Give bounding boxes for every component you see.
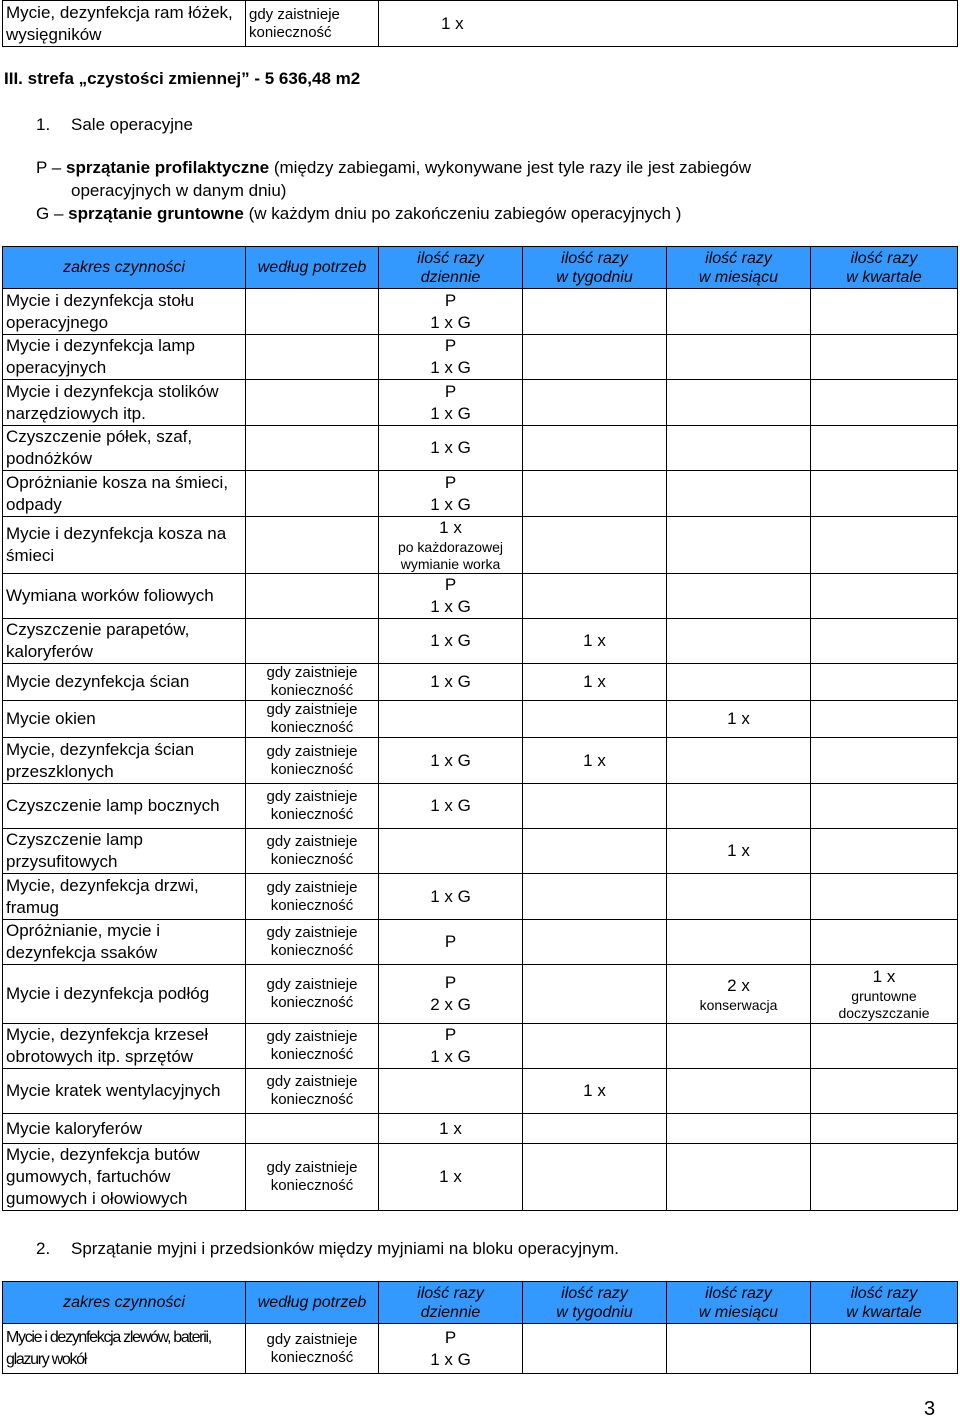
daily-cell — [379, 289, 523, 335]
task-cell: Mycie i dezynfekcja stolików narzędziowych itp. — [3, 380, 246, 426]
task-cell: Czyszczenie parapetów, kaloryferów — [3, 619, 246, 664]
task-cell: Mycie, dezynfekcja drzwi, framug — [3, 874, 246, 920]
table1-body — [3, 289, 958, 1211]
quarterly-value: 1 x — [872, 967, 896, 986]
task-cell: Mycie dezynfekcja ścian — [3, 664, 246, 701]
header-quarterly: ilość razy w kwartale — [811, 1282, 958, 1324]
task-cell: Mycie kratek wentylacyjnych — [3, 1069, 246, 1114]
daily-cell — [379, 738, 523, 784]
task-cell: Opróżnianie, mycie i dezynfekcja ssaków — [3, 920, 246, 965]
weekly-cell — [523, 1324, 667, 1374]
legend-p-letter: P — [36, 158, 48, 177]
daily-value: 1 x G — [430, 631, 471, 650]
task-cell: Mycie, dezynfekcja ścian przeszklonych — [3, 738, 246, 784]
section2-number: 2. — [36, 1239, 51, 1258]
task-cell: Czyszczenie lamp bocznych — [3, 784, 246, 829]
need-cell — [246, 380, 379, 426]
table-row — [3, 1069, 958, 1114]
daily-cell — [379, 1069, 523, 1114]
monthly-cell — [667, 335, 811, 380]
header-monthly: ilość razy w miesiącu — [667, 247, 811, 289]
daily-value: P 1 x G — [430, 1327, 471, 1369]
zone-title: III. strefa „czystości zmiennej” - 5 636,48 m2 — [4, 69, 361, 88]
table-row — [3, 471, 958, 517]
table-row — [3, 738, 958, 784]
quarterly-cell — [811, 701, 958, 738]
task-cell: Mycie i dezynfekcja stołu operacyjnego — [3, 289, 246, 335]
task-cell: Mycie, dezynfekcja butów gumowych, fartuchów gumowych i ołowiowych — [3, 1144, 246, 1211]
quarterly-cell — [811, 471, 958, 517]
table-row — [3, 664, 958, 701]
legend-p-bold: sprzątanie profilaktyczne — [65, 158, 270, 177]
monthly-cell — [667, 874, 811, 920]
quarterly-cell — [811, 380, 958, 426]
daily-cell — [379, 965, 523, 1024]
monthly-cell — [667, 1324, 811, 1374]
daily-cell — [379, 471, 523, 517]
table-row — [3, 920, 958, 965]
monthly-cell — [667, 380, 811, 426]
weekly-cell — [523, 380, 667, 426]
header-monthly: ilość razy w miesiącu — [667, 1282, 811, 1324]
need-cell — [246, 1114, 379, 1144]
quarterly-cell — [811, 426, 958, 471]
task-cell: Mycie i dezynfekcja podłóg — [3, 965, 246, 1024]
quarterly-cell — [811, 335, 958, 380]
monthly-cell — [667, 1114, 811, 1144]
task-cell: Czyszczenie lamp przysufitowych — [3, 829, 246, 874]
table-row — [3, 784, 958, 829]
need-cell — [246, 426, 379, 471]
need-cell: gdy zaistnieje konieczność — [246, 701, 379, 738]
weekly-cell — [523, 874, 667, 920]
quarterly-cell — [811, 874, 958, 920]
table2-body — [3, 1324, 958, 1374]
legend-g — [36, 203, 936, 225]
task-cell: Czyszczenie półek, szaf, podnóżków — [3, 426, 246, 471]
monthly-cell — [667, 829, 811, 874]
daily-value: P 1 x G — [430, 381, 471, 423]
need-cell: gdy zaistnieje konieczność — [246, 1324, 379, 1374]
operating-rooms-table — [2, 246, 958, 1211]
header-daily: ilość razy dziennie — [379, 1282, 523, 1324]
header-need: według potrzeb — [246, 247, 379, 289]
daily-cell — [379, 619, 523, 664]
weekly-cell — [523, 471, 667, 517]
daily-cell — [379, 784, 523, 829]
daily-cell: 1 x — [379, 1, 958, 47]
table-header — [3, 1282, 958, 1324]
quarterly-cell — [811, 829, 958, 874]
table-row — [3, 874, 958, 920]
monthly-cell — [667, 426, 811, 471]
monthly-value: 2 x — [727, 975, 750, 995]
monthly-note: konserwacja — [699, 996, 778, 1013]
need-cell — [246, 289, 379, 335]
header-quarterly: ilość razy w kwartale — [811, 247, 958, 289]
table-row — [3, 380, 958, 426]
task-cell: Wymiana worków foliowych — [3, 574, 246, 619]
need-cell: gdy zaistnieje konieczność — [246, 1, 379, 47]
task-cell: Mycie okien — [3, 701, 246, 738]
monthly-cell — [667, 574, 811, 619]
weekly-cell — [523, 701, 667, 738]
table-row — [3, 426, 958, 471]
weekly-cell — [523, 1144, 667, 1211]
header-need: według potrzeb — [246, 1282, 379, 1324]
daily-cell — [379, 1324, 523, 1374]
legend-p-line2: operacyjnych w danym dniu) — [71, 181, 287, 200]
need-cell — [246, 471, 379, 517]
monthly-cell — [667, 738, 811, 784]
weekly-cell — [523, 829, 667, 874]
legend-g-dash: – — [53, 204, 64, 223]
daily-value: 1 x — [439, 1118, 462, 1138]
scrub-room-table — [2, 1281, 958, 1374]
table-row — [3, 335, 958, 380]
quarterly-cell — [811, 664, 958, 701]
monthly-cell — [667, 1024, 811, 1069]
monthly-cell — [667, 471, 811, 517]
table-row — [3, 517, 958, 574]
header-weekly: ilość razy w tygodniu — [523, 1282, 667, 1324]
weekly-cell — [523, 574, 667, 619]
table-row — [3, 1144, 958, 1211]
task-cell: Opróżnianie kosza na śmieci, odpady — [3, 471, 246, 517]
daily-cell — [379, 1024, 523, 1069]
section2-title: Sprzątanie myjni i przedsionków między myjniami na bloku operacyjnym. — [71, 1239, 620, 1258]
monthly-cell — [667, 784, 811, 829]
daily-cell — [379, 1114, 523, 1144]
table-row — [3, 1114, 958, 1144]
weekly-cell — [523, 965, 667, 1024]
monthly-cell — [667, 1069, 811, 1114]
legend-g-bold: sprzątanie gruntowne — [68, 204, 244, 223]
daily-cell — [379, 1144, 523, 1211]
need-cell — [246, 335, 379, 380]
quarterly-cell — [811, 965, 958, 1024]
header-task: zakres czynności — [3, 247, 246, 289]
daily-cell — [379, 829, 523, 874]
weekly-cell — [523, 1024, 667, 1069]
quarterly-cell — [811, 574, 958, 619]
header-weekly: ilość razy w tygodniu — [523, 247, 667, 289]
table-row — [3, 829, 958, 874]
daily-cell — [379, 920, 523, 965]
quarterly-cell — [811, 1024, 958, 1069]
quarterly-note: gruntowne doczyszczanie — [838, 988, 930, 1021]
task-cell: Mycie i dezynfekcja zlewów, baterii, glazury wokół — [3, 1324, 246, 1374]
weekly-cell: 1 x — [523, 664, 667, 701]
legend-g-rest: (w każdym dniu po zakończeniu zabiegów operacyjnych ) — [248, 204, 682, 223]
daily-cell — [379, 517, 523, 574]
header-daily: ilość razy dziennie — [379, 247, 523, 289]
weekly-cell — [523, 517, 667, 574]
need-cell — [246, 619, 379, 664]
task-cell: Mycie, dezynfekcja krzeseł obrotowych itp. sprzętów — [3, 1024, 246, 1069]
quarterly-cell — [811, 1114, 958, 1144]
need-cell: gdy zaistnieje konieczność — [246, 664, 379, 701]
task-cell: Mycie kaloryferów — [3, 1114, 246, 1144]
weekly-cell — [523, 289, 667, 335]
legend-p-rest: (między zabiegami, wykonywane jest tyle razy ile jest zabiegów — [273, 158, 751, 177]
daily-value: P 2 x G — [430, 973, 471, 1014]
daily-value: P 1 x G — [430, 290, 471, 332]
weekly-cell — [523, 920, 667, 965]
weekly-cell — [523, 426, 667, 471]
monthly-cell — [667, 664, 811, 701]
monthly-cell — [667, 619, 811, 664]
quarterly-cell — [811, 289, 958, 335]
need-cell: gdy zaistnieje konieczność — [246, 829, 379, 874]
daily-value: 1 x G — [430, 672, 471, 691]
weekly-cell: 1 x — [523, 1069, 667, 1114]
quarterly-cell — [811, 1144, 958, 1211]
monthly-cell — [667, 517, 811, 574]
table-header — [3, 247, 958, 289]
need-cell: gdy zaistnieje konieczność — [246, 1069, 379, 1114]
header-task: zakres czynności — [3, 1282, 246, 1324]
need-cell: gdy zaistnieje konieczność — [246, 738, 379, 784]
daily-cell — [379, 701, 523, 738]
need-cell: gdy zaistnieje konieczność — [246, 1144, 379, 1211]
quarterly-cell — [811, 784, 958, 829]
monthly-cell — [667, 289, 811, 335]
need-cell: gdy zaistnieje konieczność — [246, 1024, 379, 1069]
need-cell — [246, 574, 379, 619]
daily-cell — [379, 426, 523, 471]
quarterly-cell — [811, 517, 958, 574]
daily-value: P 1 x G — [430, 336, 471, 377]
weekly-cell — [523, 784, 667, 829]
need-cell: gdy zaistnieje konieczność — [246, 784, 379, 829]
task-cell: Mycie i dezynfekcja kosza na śmieci — [3, 517, 246, 574]
quarterly-cell — [811, 1324, 958, 1374]
quarterly-cell — [811, 1069, 958, 1114]
weekly-cell — [523, 1114, 667, 1144]
legend-g-letter: G — [36, 204, 50, 223]
table-row — [3, 619, 958, 664]
task-cell: Mycie, dezynfekcja ram łóżek, wysięgników — [3, 1, 246, 47]
legend-p-dash: – — [51, 158, 62, 177]
table-row — [3, 701, 958, 738]
daily-value: P — [444, 932, 457, 951]
task-cell: Mycie i dezynfekcja lamp operacyjnych — [3, 335, 246, 380]
table-row — [3, 1324, 958, 1374]
daily-cell — [379, 335, 523, 380]
top-table — [2, 0, 958, 47]
weekly-cell — [523, 335, 667, 380]
daily-value: 1 x — [439, 518, 462, 537]
weekly-cell: 1 x — [523, 619, 667, 664]
daily-cell — [379, 664, 523, 701]
table-row — [3, 965, 958, 1024]
table-row — [3, 574, 958, 619]
need-cell: gdy zaistnieje konieczność — [246, 920, 379, 965]
daily-note: po każdorazowej wymianie worka — [397, 539, 504, 572]
page-number: 3 — [924, 1398, 936, 1420]
daily-value: P 1 x G — [430, 575, 471, 616]
table-row — [3, 289, 958, 335]
monthly-cell — [667, 701, 811, 738]
daily-value: 1 x G — [430, 886, 471, 906]
quarterly-cell — [811, 738, 958, 784]
need-cell: gdy zaistnieje konieczność — [246, 874, 379, 920]
quarterly-cell — [811, 619, 958, 664]
section1-number: 1. — [36, 115, 51, 134]
daily-value: P 1 x G — [430, 472, 471, 514]
daily-value: 1 x G — [430, 796, 471, 815]
monthly-cell — [667, 965, 811, 1024]
daily-value: 1 x G — [430, 438, 471, 457]
daily-cell — [379, 574, 523, 619]
weekly-cell: 1 x — [523, 738, 667, 784]
quarterly-cell — [811, 920, 958, 965]
monthly-cell — [667, 1144, 811, 1211]
monthly-cell — [667, 920, 811, 965]
daily-cell — [379, 380, 523, 426]
daily-value: 1 x G — [430, 750, 471, 770]
legend-p — [36, 157, 936, 179]
need-cell — [246, 517, 379, 574]
daily-value: P 1 x G — [430, 1025, 471, 1066]
monthly-value: 1 x — [727, 841, 750, 860]
section1-title: Sale operacyjne — [71, 115, 193, 134]
need-cell: gdy zaistnieje konieczność — [246, 965, 379, 1024]
monthly-value: 1 x — [727, 709, 750, 728]
table-row — [3, 1024, 958, 1069]
daily-cell — [379, 874, 523, 920]
daily-value: 1 x — [439, 1167, 462, 1186]
